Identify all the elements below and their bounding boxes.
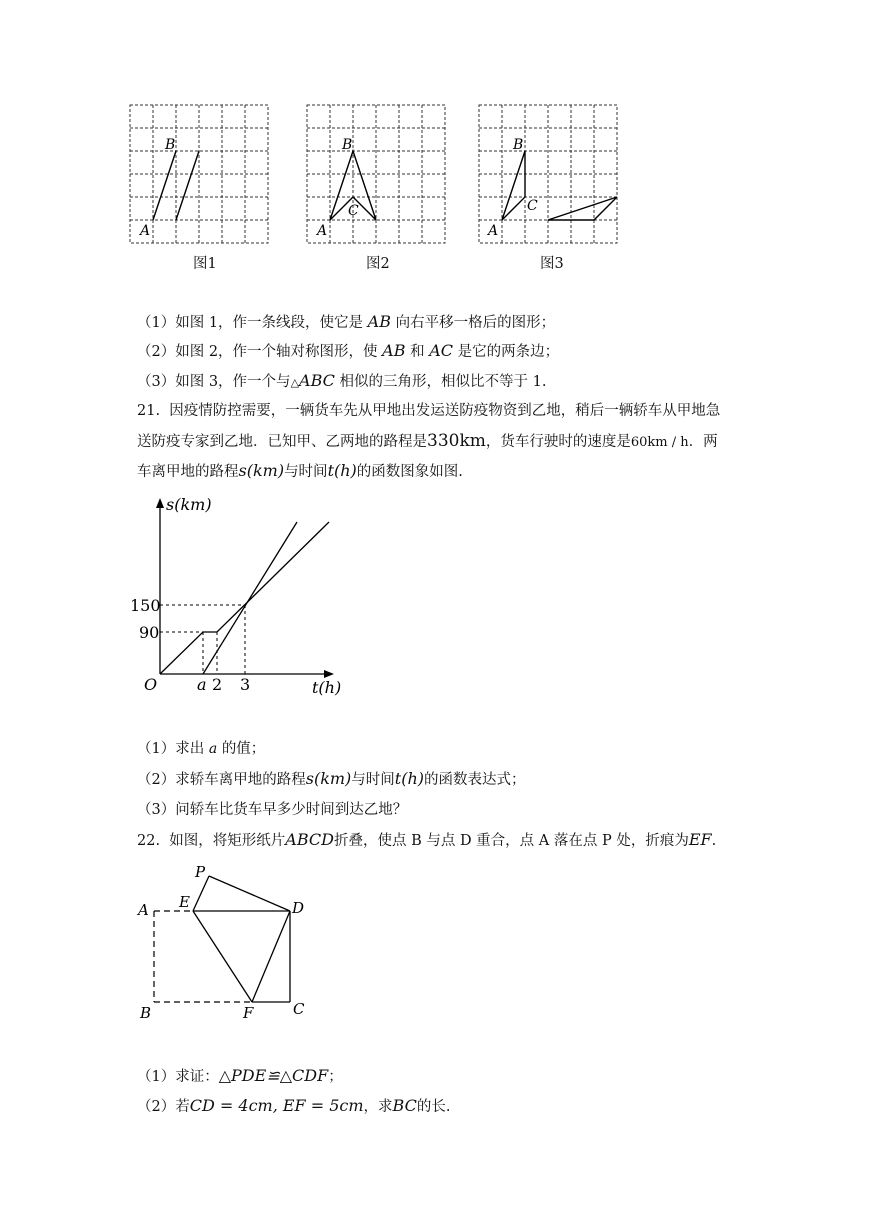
q21-text-line1: 21. 因疫情防控需要，一辆货车先从甲地出发运送防疫物资到乙地，稍后一辆轿车从甲地急 (137, 403, 721, 419)
origin-label: O (144, 675, 158, 694)
q21-part2: （2）求轿车离甲地的路程s(km)与时间t(h)的函数表达式； (137, 769, 526, 788)
q21-part1: （1）求出 a 的值； (137, 741, 266, 757)
q21-text-line3: 车离甲地的路程s(km)与时间t(h)的函数图象如图. (137, 461, 463, 480)
q22-part2: （2）若CD = 4cm, EF = 5cm，求BC的长. (137, 1096, 451, 1115)
q22-text: 22. 如图，将矩形纸片ABCD折叠，使点 B 与点 D 重合，点 A 落在点 P 处，折痕为EF. (137, 830, 717, 849)
y-axis-label: s(km) (166, 495, 212, 514)
distance-time-graph (0, 490, 869, 705)
label-b3: B (513, 137, 524, 153)
q21-part3: （3）问轿车比货车早多少时间到达乙地？ (137, 802, 408, 818)
label-a1: A (140, 223, 151, 239)
label-b: B (140, 1004, 152, 1022)
segment-translated (176, 151, 199, 220)
label-f: F (243, 1004, 254, 1022)
label-d: D (292, 899, 305, 917)
q20-part3: （3）如图 3，作一个与△ABC 相似的三角形，相似比不等于 1. (137, 371, 547, 390)
car-line (203, 522, 297, 674)
grid-2 (307, 105, 445, 243)
grid-3 (479, 105, 617, 243)
y-tick-150: 150 (130, 596, 161, 615)
caption-fig1: 图1 (193, 256, 217, 272)
label-c2: C (348, 203, 359, 219)
label-a3: A (488, 223, 499, 239)
truck-line (160, 522, 329, 674)
x-tick-3: 3 (240, 675, 251, 694)
grid-1 (130, 105, 268, 243)
label-b2: B (342, 137, 353, 153)
folded-rectangle-figure (0, 860, 869, 1030)
triangle-abc (502, 151, 525, 220)
segment-fd (252, 911, 290, 1002)
label-c: C (293, 1000, 305, 1018)
x-tick-2: 2 (212, 675, 223, 694)
label-e: E (179, 893, 190, 911)
x-tick-a: a (197, 675, 207, 694)
grid-figures (0, 0, 869, 280)
segment-pd (209, 876, 290, 911)
label-c3: C (527, 198, 538, 214)
q20-part1: （1）如图 1，作一条线段，使它是 AB 向右平移一格后的图形； (137, 312, 556, 331)
label-b1: B (165, 137, 176, 153)
y-axis-arrow (156, 498, 164, 508)
label-a2: A (317, 223, 328, 239)
q20-part2: （2）如图 2，作一个轴对称图形，使 AB 和 AC 是它的两条边； (137, 341, 560, 360)
x-axis-arrow (324, 670, 334, 678)
y-tick-90: 90 (139, 623, 160, 642)
segment-ef (193, 911, 252, 1002)
caption-fig3: 图3 (540, 256, 564, 272)
segment-pe (193, 876, 209, 911)
similar-triangle (548, 197, 617, 220)
q21-text-line2: 送防疫专家到乙地．已知甲、乙两地的路程是330km，货车行驶时的速度是60km / h．两 (137, 431, 718, 451)
label-p: P (195, 863, 206, 881)
label-a: A (138, 901, 149, 919)
caption-fig2: 图2 (366, 256, 390, 272)
x-axis-label: t(h) (312, 678, 342, 697)
q22-part1: （1）求证：△PDE≌△CDF； (137, 1066, 343, 1085)
segment-ab (153, 151, 176, 220)
